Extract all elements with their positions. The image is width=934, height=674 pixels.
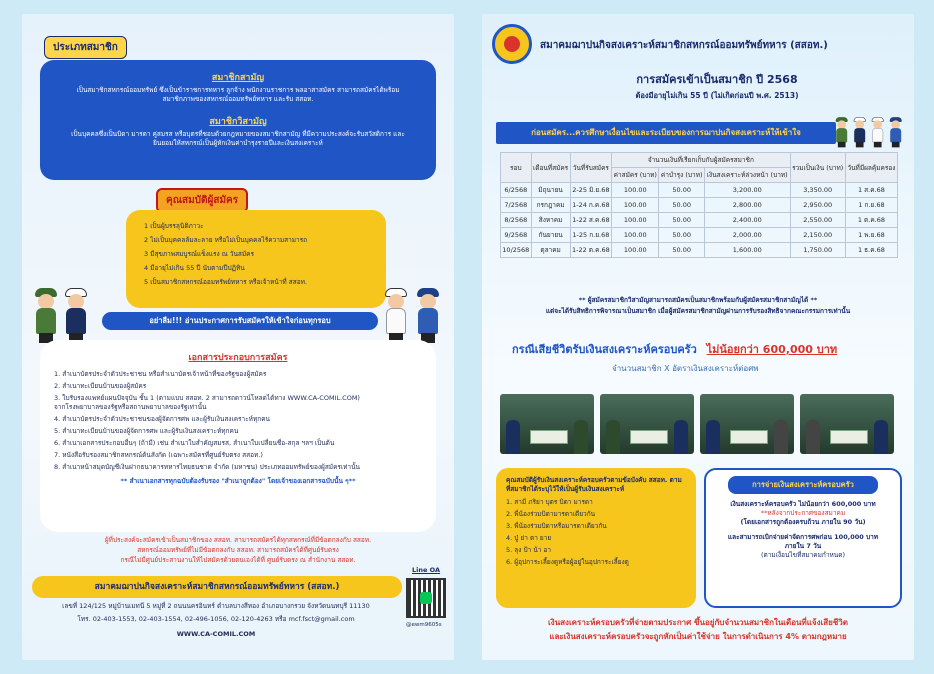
soldier-mascot	[834, 116, 849, 148]
table-row	[501, 213, 898, 228]
th-month: เดือนที่สมัคร	[531, 153, 570, 183]
table-cell: ตุลาคม	[531, 243, 570, 258]
qualification-item: 1 เป็นผู้บรรลุนิติภาวะ	[144, 222, 204, 230]
table-cell: 2,000.00	[704, 228, 790, 243]
table-row	[501, 243, 898, 258]
th-fee: ค่าสมัคร (บาท)	[612, 168, 659, 183]
table-row	[501, 198, 898, 213]
documents-note: ** สำเนาเอกสารทุกฉบับต้องรับรอง "สำเนาถูกต้อง" โดยเจ้าของเอกสารฉบับนั้น ๆ**	[120, 477, 356, 485]
line-id: @ewm9605s	[406, 622, 442, 628]
table-cell: 100.00	[612, 198, 659, 213]
th-fee-group: จำนวนเงินที่เรียกเก็บกับผู้สมัครสมาชิก	[612, 153, 790, 168]
payment-line: (ตามเงื่อนไขที่สมาคมกำหนด)	[760, 551, 846, 559]
reminder-banner: อย่าลืม!!! อ่านประกาศการรับสมัครให้เข้าใจก่อนทุกรอบ	[102, 312, 378, 330]
fee-table	[500, 152, 898, 258]
table-cell: 1,750.00	[790, 243, 845, 258]
navy-mascot	[62, 286, 90, 344]
table-note: แต่จะได้รับสิทธิการพิจารณาเป็นสมาชิก เมื่อผู้สมัครสมาชิกสามัญผ่านการรับรองสิทธิจากคณะกรรมการเท่านั้น	[545, 307, 851, 315]
table-cell: 1,600.00	[704, 243, 790, 258]
table-cell: 1-22 ส.ค.68	[570, 213, 612, 228]
red-note: กรณีไม่มีศูนย์ประสานงานให้ไปสมัครด้วยตนเองได้ที่ ศูนย์รับตรง ณ สำนักงาน สสอท.	[120, 556, 356, 564]
table-cell: 100.00	[612, 213, 659, 228]
heir-item: 1. สามี ภริยา บุตร บิดา มารดา	[506, 498, 593, 506]
table-cell: มิถุนายน	[531, 183, 570, 198]
navy-officer-mascot	[870, 116, 885, 148]
qualification-item: 5 เป็นสมาชิกสหกรณ์ออมทรัพย์ทหาร หรือเจ้าหน้าที่ สสอท.	[144, 278, 307, 286]
airforce-mascot	[888, 116, 903, 148]
table-cell: 1 ส.ค.68	[845, 183, 897, 198]
association-logo-icon	[492, 24, 532, 64]
payment-line: ภายใน 7 วัน	[784, 542, 822, 550]
navy-officer-mascot	[382, 286, 410, 344]
table-cell: สิงหาคม	[531, 213, 570, 228]
airforce-mascot	[414, 286, 442, 344]
regular-member-title: สมาชิกสามัญ	[211, 73, 265, 83]
red-note: ผู้ที่ประสงค์จะสมัครเข้าเป็นสมาชิกของ สสอท. สามารถสมัครได้ทุกสหกรณ์ที่มีข้อตกลงกับ สสอท.	[104, 536, 372, 544]
qualification-item: 4 มีอายุไม่เกิน 55 ปี นับตามปีปฏิทิน	[144, 264, 245, 272]
table-cell: 1 พ.ย.68	[845, 228, 897, 243]
heir-item: 4. ปู่ ย่า ตา ยาย	[506, 534, 552, 542]
before-apply-banner: ก่อนสมัคร...ควรศึกษาเงื่อนไขและระเบียบของการฌาปนกิจสงเคราะห์ให้เข้าใจ	[496, 122, 836, 144]
table-row	[501, 228, 898, 243]
document-item: 3. ใบรับรองแพทย์แผนปัจจุบัน ชั้น 1 (ตามแบบ สสอท. 2 สามารถดาวน์โหลดได้ทาง WWW.CA-COMIL.COM)	[54, 394, 360, 402]
table-cell: 2,950.00	[790, 198, 845, 213]
document-item: 8. สำเนาหน้าสมุดบัญชีเงินฝากธนาคารทหารไทยธนชาต จำกัด (มหาชน) ประเภทออมทรัพย์ของผู้สมัครเท่านั้น	[54, 463, 360, 471]
membership-types-box	[40, 60, 436, 180]
heirs-title: คุณสมบัติผู้รับเงินสงเคราะห์ครอบครัวตามข้อบังคับ สสอท. ตามที่สมาชิกได้ระบุไว้ให้เป็นผู้รับเงินสงเคราะห์	[506, 476, 682, 493]
soldier-mascot	[32, 286, 60, 344]
table-cell: 2,800.00	[704, 198, 790, 213]
footer-website[interactable]: WWW.CA-COMIL.COM	[176, 630, 256, 638]
ceremony-photo	[500, 394, 594, 454]
table-cell: 6/2568	[501, 183, 532, 198]
table-cell: 2,150.00	[790, 228, 845, 243]
th-date: วันที่รับสมัคร	[570, 153, 612, 183]
table-cell: 100.00	[612, 183, 659, 198]
heir-item: 2. พี่น้องร่วมบิดามารดาเดียวกัน	[506, 510, 596, 518]
membership-type-tag: ประเภทสมาชิก	[44, 36, 127, 59]
navy-mascot	[852, 116, 867, 148]
table-cell: 1-25 ก.ย.68	[570, 228, 612, 243]
table-cell: 2,400.00	[704, 213, 790, 228]
th-advance: เงินสงเคราะห์ล่วงหน้า (บาท)	[704, 168, 790, 183]
qualifications-title: คุณสมบัติผู้สมัคร	[156, 188, 248, 213]
table-cell: กรกฎาคม	[531, 198, 570, 213]
table-note: ** ผู้สมัครสมาชิกวิสามัญสามารถสมัครเป็นสมาชิกพร้อมกับผู้สมัครสมาชิกสามัญได้ **	[578, 296, 818, 304]
bottom-note: เงินสงเคราะห์ครอบครัวที่จ่ายตามประกาศ ขึ้นอยู่กับจำนวนสมาชิกในเดือนที่แจ้งเสียชีวิต	[548, 618, 848, 627]
table-cell: 1-22 ต.ค.68	[570, 243, 612, 258]
heirs-box	[496, 468, 696, 608]
documents-box	[40, 340, 436, 532]
apply-title: การสมัครเข้าเป็นสมาชิก ปี 2568	[636, 73, 798, 86]
payment-line: และสามารถเบิกจ่ายค่าจัดการศพก่อน 100,000 บาท	[727, 533, 879, 541]
table-cell: 3,200.00	[704, 183, 790, 198]
document-item: จากโรงพยาบาลของรัฐหรือสถานพยาบาลของรัฐเท่านั้น	[54, 403, 207, 411]
ceremony-photo	[600, 394, 694, 454]
table-cell: 8/2568	[501, 213, 532, 228]
payment-line: (โดยเอกสารถูกต้องครบถ้วน ภายใน 90 วัน)	[740, 518, 866, 526]
th-annual: ค่าบำรุง (บาท)	[659, 168, 705, 183]
regular-member-text: เป็นสมาชิกสหกรณ์ออมทรัพย์ ซึ่งเป็นข้าราชการทหาร ลูกจ้าง พนักงานราชการ พลอาสาสมัคร สามารถสมัครได้พร้อมสมาชิกภาพของสหกรณ์ออมทรัพย์ทหาร และรับ สสอท.	[76, 86, 400, 103]
membership-flyer-right	[482, 14, 914, 660]
table-cell: 1 ต.ค.68	[845, 213, 897, 228]
table-cell: 50.00	[659, 213, 705, 228]
payment-line: **หลังจากประกาศของสมาคม	[760, 509, 846, 517]
associate-member-title: สมาชิกวิสามัญ	[209, 117, 267, 127]
table-cell: 50.00	[659, 228, 705, 243]
table-cell: 9/2568	[501, 228, 532, 243]
th-total: รวมเป็นเงิน (บาท)	[790, 153, 845, 183]
death-benefit-amount: ไม่น้อยกว่า 600,000 บาท	[706, 343, 838, 356]
death-benefit-label: กรณีเสียชีวิตรับเงินสงเคราะห์ครอบครัว	[512, 343, 697, 356]
table-cell: 7/2568	[501, 198, 532, 213]
table-row	[501, 183, 898, 198]
red-note: สหกรณ์ออมทรัพย์ที่ไม่มีข้อตกลงกับ สสอท. สามารถสมัครได้ที่ศูนย์รับตรง	[137, 546, 339, 554]
line-oa-label: Line OA	[412, 566, 441, 574]
table-cell: 50.00	[659, 243, 705, 258]
qualification-item: 2 ไม่เป็นบุคคลล้มละลาย หรือไม่เป็นบุคคลไร้ความสามารถ	[144, 236, 308, 244]
table-cell: 50.00	[659, 198, 705, 213]
bottom-note: และเงินสงเคราะห์ครอบครัวจะถูกหักเป็นค่าใช้จ่าย ในการดำเนินการ 4% ตามกฎหมาย	[549, 632, 847, 641]
footer-address: เลขที่ 124/125 หมู่บ้านเมทนี 5 หมู่ที่ 2 ถนนนครอินทร์ ตำบลบางสีทอง อำเภอบางกรวย จังหวัดนนทบุรี 11130	[62, 602, 370, 610]
document-item: 6. สำเนาเอกสารประกอบอื่นๆ (ถ้ามี) เช่น สำเนาใบสำคัญสมรส, สำเนาใบเปลี่ยนชื่อ-สกุล ฯลฯ เป็นต้น	[54, 439, 335, 447]
documents-title: เอกสารประกอบการสมัคร	[188, 353, 288, 363]
payment-title: การจ่ายเงินสงเคราะห์ครอบครัว	[728, 476, 878, 494]
table-cell: 10/2568	[501, 243, 532, 258]
heir-item: 6. ผู้อุปการะเลี้ยงดูหรือผู้อยู่ในอุปการะเลี้ยงดู	[506, 558, 629, 566]
payment-line: เงินสงเคราะห์ครอบครัว ไม่น้อยกว่า 600,000 บาท	[730, 500, 876, 508]
table-cell: 1 ธ.ค.68	[845, 243, 897, 258]
line-logo-icon	[420, 592, 432, 604]
document-item: 7. หนังสือรับรองสมาชิกสหกรณ์ต้นสังกัด (เฉพาะสมัครที่ศูนย์รับตรง สสอท.)	[54, 451, 263, 459]
table-cell: 50.00	[659, 183, 705, 198]
table-cell: 2,550.00	[790, 213, 845, 228]
death-benefit-title	[512, 340, 837, 358]
document-item: 5. สำเนาทะเบียนบ้านของผู้จัดการศพ และผู้รับเงินสงเคราะห์ทุกคน	[54, 427, 239, 435]
table-cell: 100.00	[612, 228, 659, 243]
heir-item: 3. พี่น้องร่วมบิดาหรือมารดาเดียวกัน	[506, 522, 607, 530]
ceremony-photo	[800, 394, 894, 454]
heir-item: 5. ลุง ป้า น้า อา	[506, 546, 552, 554]
document-item: 4. สำเนาบัตรประจำตัวประชาชนของผู้จัดการศพ และผู้รับเงินสงเคราะห์ทุกคน	[54, 415, 270, 423]
payment-box	[704, 468, 902, 608]
footer-phone: โทร. 02-403-1553, 02-403-1554, 02-496-1056, 02-120-4263 หรือ mcf.fsct@gmail.com	[77, 615, 355, 623]
qualifications-box	[126, 210, 386, 308]
table-cell: 2-25 มิ.ย.68	[570, 183, 612, 198]
document-item: 2. สำเนาทะเบียนบ้านของผู้สมัคร	[54, 382, 147, 390]
death-benefit-formula: จำนวนสมาชิก X อัตราเงินสงเคราะห์ต่อศพ	[612, 364, 759, 373]
membership-flyer-left	[22, 14, 454, 660]
age-note: ต้องมีอายุไม่เกิน 55 ปี (ไม่เกิดก่อนปี พ.ศ. 2513)	[635, 91, 799, 100]
org-title: สมาคมฌาปนกิจสงเคราะห์สมาชิกสหกรณ์ออมทรัพย์ทหาร (สสอท.)	[540, 40, 828, 51]
ceremony-photo	[700, 394, 794, 454]
table-cell: 100.00	[612, 243, 659, 258]
footer-org-title: สมาคมฌาปนกิจสงเคราะห์สมาชิกสหกรณ์ออมทรัพย์ทหาร (สสอท.)	[32, 576, 402, 598]
associate-member-text: เป็นบุคคลซึ่งเป็นบิดา มารดา คู่สมรส หรือบุตรที่ชอบด้วยกฎหมายของสมาชิกสามัญ ที่มีความประสงค์จะรับสวัสดิการ และยินยอมให้สหกรณ์เป็นผู้หักเงินค่าบำรุงรายปีและเงินสงเคราะห์	[71, 130, 405, 147]
table-cell: 1 ก.ย.68	[845, 198, 897, 213]
table-cell: 3,350.00	[790, 183, 845, 198]
th-effective: วันที่มีผลคุ้มครอง	[845, 153, 897, 183]
th-round: รอบ	[501, 153, 532, 183]
qualification-item: 3 มีสุขภาพสมบูรณ์แข็งแรง ณ วันสมัคร	[144, 250, 255, 258]
document-item: 1. สำเนาบัตรประจำตัวประชาชน หรือสำเนาบัตรเจ้าหน้าที่ของรัฐของผู้สมัคร	[54, 370, 267, 378]
table-cell: 1-24 ก.ค.68	[570, 198, 612, 213]
table-cell: กันยายน	[531, 228, 570, 243]
